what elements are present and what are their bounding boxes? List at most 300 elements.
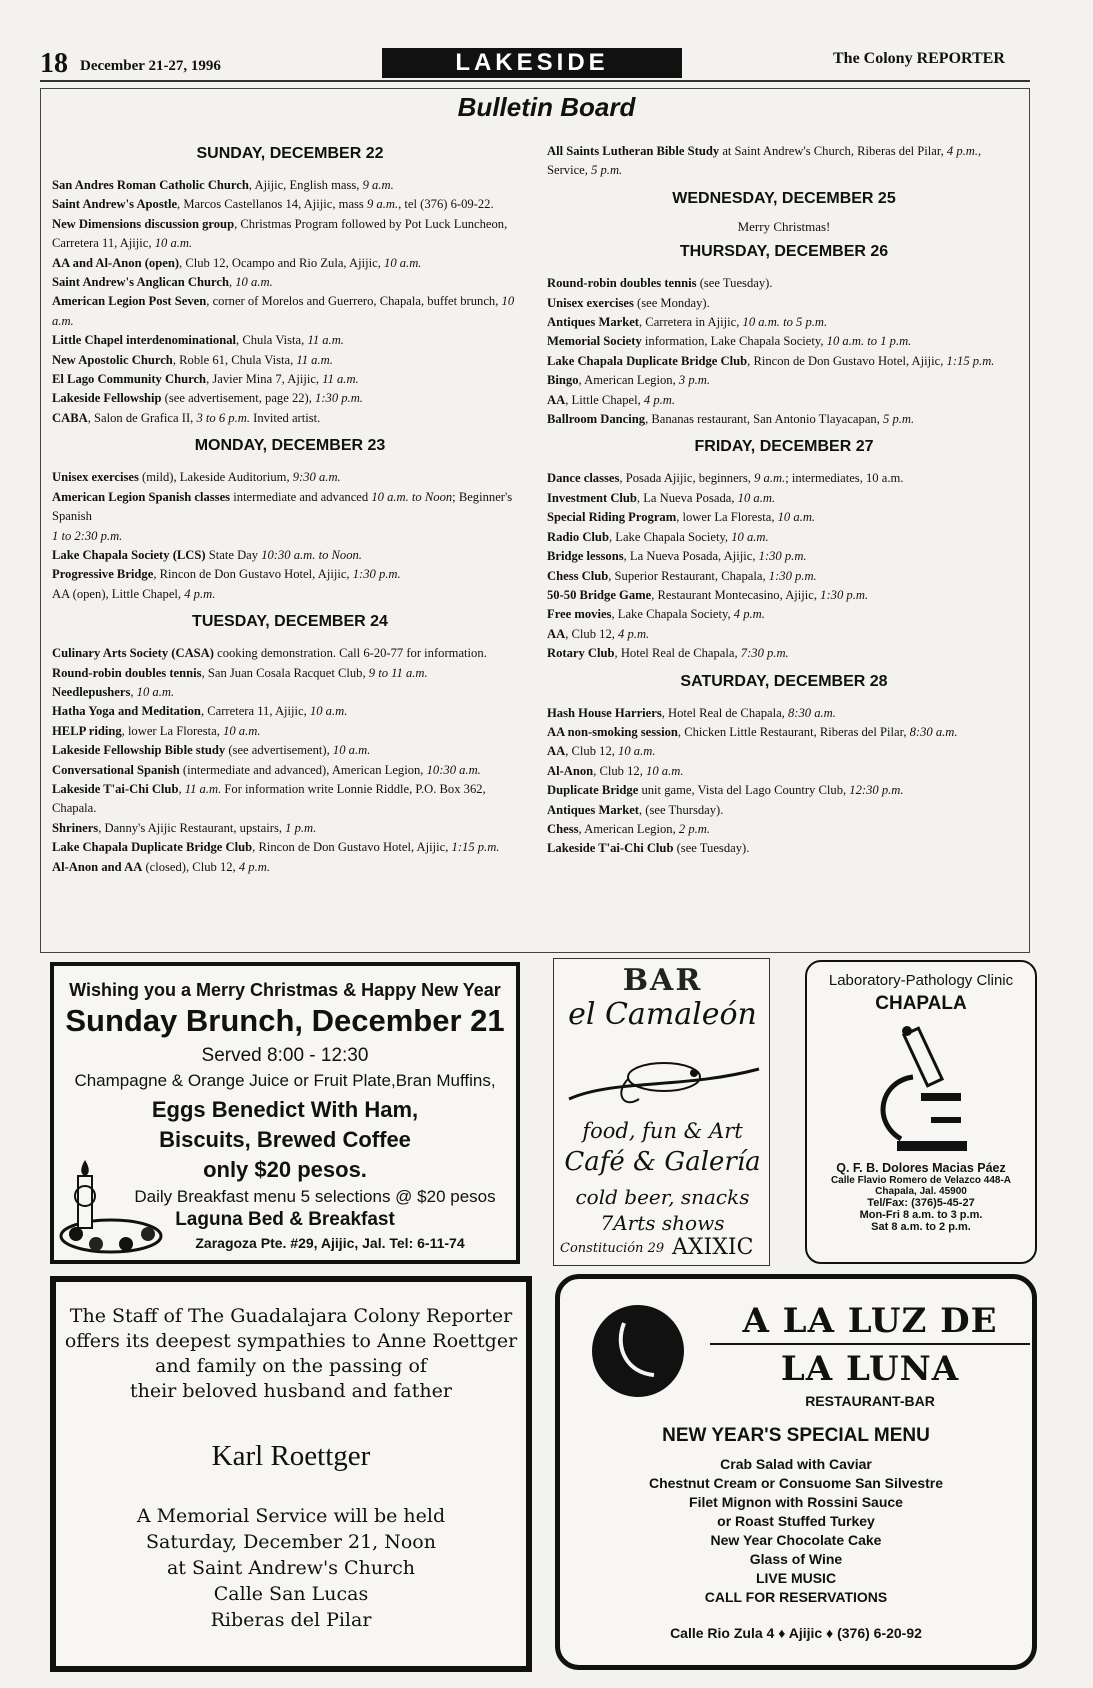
entry-name: Lakeside Fellowship Bible study <box>52 743 226 758</box>
bulletin-left-column <box>52 142 528 877</box>
entry-time: 10 a.m. to 5 p.m. <box>742 315 828 330</box>
entry-after: ; Beginner's Spanish <box>52 489 513 524</box>
entry-name: Lakeside Fellowship <box>52 391 162 406</box>
entry-text: , lower La Floresta, <box>676 510 778 525</box>
list-item <box>52 858 528 877</box>
entry-text: cooking demonstration. Call 6-20-77 for information. <box>213 646 487 661</box>
entry-name: Antiques Market <box>547 315 639 330</box>
entry-text: , corner of Morelos and Guerrero, Chapala, buffet brunch, <box>206 294 502 309</box>
entry-text: (see Monday). <box>633 295 710 310</box>
entry-text: , Chula Vista, <box>236 333 308 348</box>
header-rule <box>40 80 1030 82</box>
entry-time: 10 a.m. to 1 p.m. <box>826 334 912 349</box>
brunch-greeting: Wishing you a Merry Christmas & Happy New Year <box>69 980 501 1000</box>
list-item <box>52 664 528 683</box>
entry-time: 10 a.m. <box>384 255 422 270</box>
entry-time: 10 a.m. <box>136 684 175 699</box>
list-item <box>547 352 1021 371</box>
publication-name: The Colony REPORTER <box>833 50 1005 67</box>
list-item <box>52 292 528 331</box>
luna-title-2: LA LUNA <box>780 1349 960 1389</box>
entry-time: 10:30 a.m. <box>426 762 481 777</box>
entry-time: 10 a.m. <box>223 723 261 738</box>
entry-name: CABA <box>52 410 88 425</box>
sympathy-line-1: The Staff of The Guadalajara Colony Reporter <box>69 1305 513 1327</box>
entry-time: 10 a.m. <box>332 743 371 758</box>
entry-time: 9 to 11 a.m. <box>368 665 428 680</box>
list-item <box>52 176 528 195</box>
bar-shows: 7Arts shows <box>600 1211 725 1235</box>
list-item <box>547 820 1021 839</box>
entry-text: , <box>130 684 137 699</box>
day-entries-friday <box>547 469 1021 663</box>
entry-name: 50-50 Bridge Game <box>547 587 652 602</box>
brunch-advertisement <box>50 962 520 1264</box>
wednesday-note: Merry Christmas! <box>737 218 831 234</box>
menu-item: or Roast Stuffed Turkey <box>717 1513 875 1529</box>
entry-name: Free movies <box>547 607 612 622</box>
entry-text: , Chicken Little Restaurant, Riberas del Pilar, <box>677 724 910 739</box>
list-item <box>547 605 1021 624</box>
chameleon-icon <box>564 1039 764 1119</box>
entry-time: 7:30 p.m. <box>740 646 789 661</box>
entry-name: HELP riding <box>52 723 122 738</box>
brunch-menu-2: Eggs Benedict With Ham, <box>151 1097 419 1122</box>
list-item <box>52 527 528 546</box>
entry-time: 1:30 p.m. <box>768 568 817 583</box>
entry-name: Lakeside T'ai-Chi Club <box>52 781 179 796</box>
entry-name: Investment Club <box>547 490 637 505</box>
memorial-line-3: at Saint Andrew's Church <box>166 1557 416 1579</box>
entry-text: (closed), Club 12, <box>142 859 239 874</box>
entry-text: , Club 12, <box>593 763 647 778</box>
brunch-headline: Sunday Brunch, December 21 <box>65 1003 505 1038</box>
list-item <box>52 409 528 428</box>
bar-name: el Camaleón <box>568 997 757 1032</box>
entry-text: , Posada Ajijic, beginners, <box>619 471 755 486</box>
entry-text: , Lake Chapala Society, <box>608 529 732 544</box>
entry-text: State Day <box>205 547 262 562</box>
luna-subtitle: RESTAURANT-BAR <box>805 1393 935 1409</box>
entry-text: , American Legion, <box>578 821 679 836</box>
memorial-line-2: Saturday, December 21, Noon <box>146 1531 436 1553</box>
list-item <box>547 586 1021 605</box>
luna-restaurant-advertisement <box>555 1274 1037 1670</box>
entry-time: 3 p.m. <box>678 373 711 388</box>
entry-time: 10 a.m. to Noon <box>371 489 453 504</box>
lab-address-1: Calle Flavio Romero de Velazco 448-A <box>830 1175 1012 1186</box>
entry-time: 12:30 p.m. <box>849 783 904 798</box>
entry-text: , Javier Mina 7, Ajijic, <box>206 372 323 387</box>
entry-after: For information write Lonnie Riddle, P.O. Box 362, Chapala. <box>52 781 486 816</box>
entry-text: , Club 12, <box>565 626 619 641</box>
bar-title: BAR <box>622 963 703 998</box>
entry-text: (see advertisement), <box>225 743 333 758</box>
list-item <box>52 838 528 857</box>
menu-item: CALL FOR RESERVATIONS <box>704 1589 888 1605</box>
entry-text: (mild), Lakeside Auditorium, <box>138 470 293 485</box>
entry-time: 10 a.m. <box>235 275 273 290</box>
list-item <box>547 801 1021 820</box>
list-item <box>52 722 528 741</box>
entry-time: 9:30 a.m. <box>292 470 341 485</box>
entry-text: , Restaurant Montecasino, Ajijic, <box>651 587 821 602</box>
entry-text: (see Tuesday). <box>673 841 750 856</box>
entry-text: (see Tuesday). <box>696 276 773 291</box>
entry-text: AA (open), Little Chapel, <box>52 586 185 601</box>
entry-text: , La Nueva Posada, Ajijic, <box>623 549 759 564</box>
entry-name: Lake Chapala Duplicate Bridge Club <box>547 353 748 368</box>
entry-text: intermediate and advanced <box>230 489 372 504</box>
entry-name: American Legion Post Seven <box>52 294 207 309</box>
entry-time: 1:15 p.m. <box>946 353 995 368</box>
entry-text: , Roble 61, Chula Vista, <box>172 352 297 367</box>
entry-name: Progressive Bridge <box>52 567 154 582</box>
memorial-line-1: A Memorial Service will be held <box>136 1505 446 1527</box>
entry-text: , Club 12, Ocampo and Rio Zula, Ajijic, <box>179 255 385 270</box>
entry-name: Hatha Yoga and Meditation <box>52 704 201 719</box>
entry-text: , lower La Floresta, <box>121 723 224 738</box>
list-item <box>547 781 1021 800</box>
bar-tagline: food, fun & Art <box>582 1119 743 1143</box>
entry-time: 10 a.m. <box>646 763 684 778</box>
list-item <box>547 294 1021 313</box>
list-item <box>52 273 528 292</box>
entry-name: Chess Club <box>547 568 609 583</box>
entry-time: 3 to 6 p.m. <box>196 410 250 425</box>
list-item <box>52 546 528 565</box>
lab-city: CHAPALA <box>875 993 967 1014</box>
entry-name: AA <box>547 626 566 641</box>
candle-wreath-icon <box>56 1156 166 1256</box>
entry-text: , American Legion, <box>578 373 679 388</box>
entry-time: 10 a.m. <box>737 490 776 505</box>
sympathy-line-2: offers its deepest sympathies to Anne Roettger <box>64 1330 518 1352</box>
entry-text: , Hotel Real de Chapala, <box>661 705 788 720</box>
brunch-daily-menu: Daily Breakfast menu 5 selections @ $20 pesos <box>134 1187 496 1206</box>
entry-time: 8:30 a.m. <box>909 724 958 739</box>
entry-name: AA <box>547 744 566 759</box>
entry-text: information, Lake Chapala Society, <box>641 334 827 349</box>
lab-phone: Tel/Fax: (376)5-45-27 <box>867 1197 975 1209</box>
entry-name: Dance classes <box>547 471 620 486</box>
list-item <box>52 565 528 584</box>
entry-name: AA and Al-Anon (open) <box>52 255 180 270</box>
entry-name: New Apostolic Church <box>52 352 173 367</box>
entry-name: Lake Chapala Duplicate Bridge Club <box>52 840 253 855</box>
entry-text: , Hotel Real de Chapala, <box>614 646 741 661</box>
entry-name: Round-robin doubles tennis <box>52 665 202 680</box>
menu-item: New Year Chocolate Cake <box>710 1532 882 1548</box>
list-item <box>52 195 528 214</box>
menu-item: LIVE MUSIC <box>755 1570 837 1586</box>
luna-title-rule <box>710 1343 1030 1345</box>
list-item <box>52 468 528 487</box>
entry-name: Lake Chapala Society (LCS) <box>52 547 206 562</box>
brunch-menu-3: Biscuits, Brewed Coffee <box>159 1127 411 1152</box>
entry-time: 11 a.m. <box>307 333 344 348</box>
list-item <box>52 683 528 702</box>
moon-logo-icon <box>588 1301 688 1401</box>
entry-time: 1:30 p.m. <box>315 391 363 406</box>
entry-text: , Rincon de Don Gustavo Hotel, Ajijic, <box>252 840 452 855</box>
entry-name: American Legion Spanish classes <box>52 489 231 504</box>
entry-time: 1 p.m. <box>285 820 317 835</box>
list-item <box>547 508 1021 527</box>
entry-name: San Andres Roman Catholic Church <box>52 178 249 192</box>
entry-text: , Ajijic, English mass, <box>248 178 363 192</box>
list-item <box>52 351 528 370</box>
entry-text: , Marcos Castellanos 14, Ajijic, mass <box>177 197 367 212</box>
entry-time: 8:30 a.m. <box>787 705 836 720</box>
entry-time: 1:30 p.m. <box>758 549 807 564</box>
bar-cafe: Café & Galería <box>564 1147 761 1177</box>
entry-text: unit game, Vista del Lago Country Club, <box>638 783 850 798</box>
entry-name: Chess <box>547 821 579 836</box>
entry-name: Saint Andrew's Apostle <box>52 197 178 212</box>
brunch-menu-1: Champagne & Orange Juice or Fruit Plate,Bran Muffins, <box>74 1071 496 1090</box>
sympathy-line-3: and family on the passing of <box>155 1355 427 1377</box>
menu-item: Crab Salad with Caviar <box>720 1456 872 1472</box>
lab-address-2: Chapala, Jal. 45900 <box>875 1186 967 1197</box>
list-item <box>547 274 1021 293</box>
luna-address: Calle Rio Zula 4 ♦ Ajijic ♦ (376) 6-20-92 <box>670 1625 922 1641</box>
entry-time: 9 a.m. <box>754 471 786 486</box>
entry-name: Unisex exercises <box>52 470 139 485</box>
entry-text: , Superior Restaurant, Chapala, <box>608 568 769 583</box>
entry-name: AA non-smoking session <box>547 724 678 739</box>
menu-item: Filet Mignon with Rossini Sauce <box>689 1494 903 1510</box>
entry-text: , <box>228 275 236 290</box>
bulletin-right-column <box>547 142 1021 859</box>
entry-time: 1:30 p.m. <box>820 587 869 602</box>
brunch-business-name: Laguna Bed & Breakfast <box>175 1209 395 1230</box>
entry-text: (intermediate and advanced), American Legion, <box>179 762 427 777</box>
entry-name: Antiques Market <box>547 802 639 817</box>
entry-name: Bridge lessons <box>547 549 624 564</box>
entry-time: 11 a.m. <box>184 781 222 796</box>
list-item <box>52 389 528 408</box>
list-item <box>547 469 1021 488</box>
entry-time: 10:30 a.m. to Noon. <box>261 547 362 562</box>
entry-time: 11 a.m. <box>296 352 333 367</box>
entry-name: Special Riding Program <box>547 510 677 525</box>
list-item <box>52 702 528 721</box>
luna-title-1: A LA LUZ DE <box>742 1301 998 1341</box>
day-heading-tuesday: TUESDAY, DECEMBER 24 <box>192 613 388 631</box>
sympathy-notice <box>50 1276 532 1672</box>
list-item <box>547 567 1021 586</box>
day-entries-sunday <box>52 176 528 428</box>
entry-time: 4 p.m. <box>238 859 270 874</box>
list-item <box>547 625 1021 644</box>
entry-after: Invited artist. <box>249 410 321 425</box>
bar-snacks: cold beer, snacks <box>575 1185 750 1209</box>
section-title: LAKESIDE <box>382 48 682 78</box>
entry-name: Rotary Club <box>547 646 615 661</box>
day-entries-saturday <box>547 704 1021 859</box>
list-item <box>547 371 1021 390</box>
entry-time: 1:30 p.m. <box>352 567 401 582</box>
entry-time: 5 p.m. <box>883 412 915 427</box>
menu-item: Glass of Wine <box>749 1551 843 1567</box>
entry-text: , Club 12, <box>565 744 619 759</box>
menu-item: Chestnut Cream or Consuome San Silvestre <box>648 1475 944 1491</box>
list-item <box>547 704 1021 723</box>
entry-time: 4 p.m. <box>643 392 676 407</box>
entry-name: El Lago Community Church <box>52 372 207 387</box>
entry-text: , La Nueva Posada, <box>636 490 738 505</box>
list-item <box>547 410 1021 429</box>
list-item <box>52 780 528 819</box>
entry-text: , Danny's Ajijic Restaurant, upstairs, <box>98 820 286 835</box>
deceased-name: Karl Roettger <box>211 1440 371 1472</box>
day-entries-tuesday <box>52 644 528 877</box>
entry-time: 10 a.m. <box>731 529 769 544</box>
lab-title: Laboratory-Pathology Clinic <box>828 972 1014 989</box>
entry-text: , (see Thursday). <box>639 802 724 817</box>
entry-name: Conversational Spanish <box>52 762 180 777</box>
entry-name: Al-Anon <box>547 763 594 778</box>
sympathy-line-4: their beloved husband and father <box>130 1380 452 1402</box>
day-heading-thursday: THURSDAY, DECEMBER 26 <box>679 243 889 261</box>
lab-hours-saturday: Sat 8 a.m. to 2 p.m. <box>871 1221 971 1233</box>
day-heading-saturday: SATURDAY, DECEMBER 28 <box>680 672 888 690</box>
entry-text: , <box>178 781 185 796</box>
brunch-hours: Served 8:00 - 12:30 <box>201 1045 369 1066</box>
entry-text: , Carretera in Ajijic, <box>639 315 743 330</box>
laboratory-clinic-advertisement <box>805 960 1037 1264</box>
entry-name: Needlepushers <box>52 684 131 699</box>
day-entries-thursday <box>547 274 1021 429</box>
entry-name: Shriners <box>52 820 99 835</box>
entry-name: New Dimensions discussion group <box>52 216 235 231</box>
entry-text: , San Juan Cosala Racquet Club, <box>201 665 369 680</box>
entry-time: 9 a.m. <box>366 197 399 212</box>
list-item <box>52 819 528 838</box>
list-item <box>52 761 528 780</box>
microscope-icon <box>861 1021 981 1155</box>
entry-text: , Salon de Grafica II, <box>87 410 197 425</box>
entry-text: at Saint Andrew's Church, Riberas del Pilar, <box>719 144 947 158</box>
bar-address: Constitución 29 <box>560 1241 665 1256</box>
entry-after: , tel (376) 6-09-22. <box>398 197 494 212</box>
day-entries-monday <box>52 468 528 604</box>
entry-text: (see advertisement, page 22), <box>161 391 316 406</box>
list-item <box>547 313 1021 332</box>
brunch-price: only $20 pesos. <box>203 1157 367 1182</box>
memorial-line-5: Riberas del Pilar <box>210 1609 372 1631</box>
entry-time: 4 p.m. <box>618 626 650 641</box>
entry-text: , Bananas restaurant, San Antonio Tlayacapan, <box>645 412 884 427</box>
list-item <box>547 839 1021 858</box>
day-heading-monday: MONDAY, DECEMBER 23 <box>194 437 386 455</box>
list-item <box>547 644 1021 663</box>
list-item <box>547 742 1021 761</box>
entry-time: 9 a.m. <box>362 178 394 192</box>
entry-time: 10 a.m. <box>154 236 193 251</box>
entry-name: Bingo <box>547 373 579 388</box>
entry-time: 1 to 2:30 p.m. <box>52 528 123 543</box>
list-item <box>547 528 1021 547</box>
entry-text: , Lake Chapala Society, <box>611 607 734 622</box>
list-item <box>547 489 1021 508</box>
lab-hours-weekday: Mon-Fri 8 a.m. to 3 p.m. <box>859 1209 983 1221</box>
entry-name: Memorial Society <box>547 334 642 349</box>
entry-time: 10 a.m. <box>309 704 348 719</box>
entry-time: 11 a.m. <box>322 372 359 387</box>
entry-name: Radio Club <box>547 529 609 544</box>
entry-name: Lakeside T'ai-Chi Club <box>547 841 674 856</box>
day-heading-wednesday: WEDNESDAY, DECEMBER 25 <box>672 189 896 207</box>
entry-time: 10 a.m. <box>618 744 656 759</box>
list-item <box>547 723 1021 742</box>
entry-time: 10 a.m. <box>777 510 816 525</box>
entry-time: 4 p.m. <box>184 586 216 601</box>
list-item <box>52 741 528 760</box>
issue-date: December 21-27, 1996 <box>80 58 221 74</box>
entry-name: Al-Anon and AA <box>52 859 143 874</box>
entry-after: ; intermediates, 10 a.m. <box>785 471 904 486</box>
list-item <box>52 254 528 273</box>
entry-name: Saint Andrew's Anglican Church <box>52 275 229 290</box>
luna-menu-heading: NEW YEAR'S SPECIAL MENU <box>662 1425 930 1446</box>
list-item <box>547 547 1021 566</box>
entry-time: 1:15 p.m. <box>451 840 500 855</box>
list-item <box>52 644 528 663</box>
list-item <box>52 488 528 527</box>
list-item <box>547 332 1021 351</box>
entry-text: , Little Chapel, <box>565 392 644 407</box>
day-heading-sunday: SUNDAY, DECEMBER 22 <box>196 145 384 162</box>
list-item <box>547 391 1021 410</box>
entry-time: 10 a.m. <box>52 294 515 328</box>
entry-name: Hash House Harriers <box>547 705 662 720</box>
list-item <box>52 215 528 254</box>
entry-text: , Christmas Program followed by Pot Luck Luncheon, Carretera 11, Ajijic, <box>52 216 508 251</box>
brunch-address: Zaragoza Pte. #29, Ajijic, Jal. Tel: 6-11-74 <box>195 1235 465 1251</box>
list-item <box>52 331 528 350</box>
day-heading-friday: FRIDAY, DECEMBER 27 <box>694 438 874 456</box>
list-item <box>52 370 528 389</box>
list-item <box>547 142 1021 181</box>
entry-name: Unisex exercises <box>547 295 634 310</box>
list-item <box>547 762 1021 781</box>
luna-menu-items <box>560 1455 1032 1607</box>
page-number: 18 <box>40 48 68 79</box>
bar-town: AXIXIC <box>672 1235 754 1260</box>
entry-time: 4 p.m. <box>946 144 979 158</box>
entry-name: Culinary Arts Society (CASA) <box>52 646 214 661</box>
entry-time-2: 5 p.m. <box>591 163 623 178</box>
entry-name: Ballroom Dancing <box>547 412 646 427</box>
bulletin-board-title: Bulletin Board <box>457 92 636 122</box>
entry-text: , Carretera 11, Ajijic, <box>200 704 310 719</box>
entry-time: 2 p.m. <box>678 821 711 836</box>
entry-name: AA <box>547 392 566 407</box>
entry-name: Little Chapel interdenominational <box>52 333 237 348</box>
memorial-line-4: Calle San Lucas <box>213 1583 369 1605</box>
entry-name: Round-robin doubles tennis <box>547 276 697 291</box>
entry-after: , Service, <box>547 144 982 178</box>
entry-name: All Saints Lutheran Bible Study <box>547 144 720 158</box>
list-item <box>52 585 528 604</box>
entry-text: , Rincon de Don Gustavo Hotel, Ajijic, <box>747 353 947 368</box>
bar-camaleon-advertisement <box>553 958 770 1266</box>
lab-director: Q. F. B. Dolores Macias Páez <box>836 1161 1006 1175</box>
entry-name: Duplicate Bridge <box>547 783 639 798</box>
entry-time: 4 p.m. <box>733 607 765 622</box>
